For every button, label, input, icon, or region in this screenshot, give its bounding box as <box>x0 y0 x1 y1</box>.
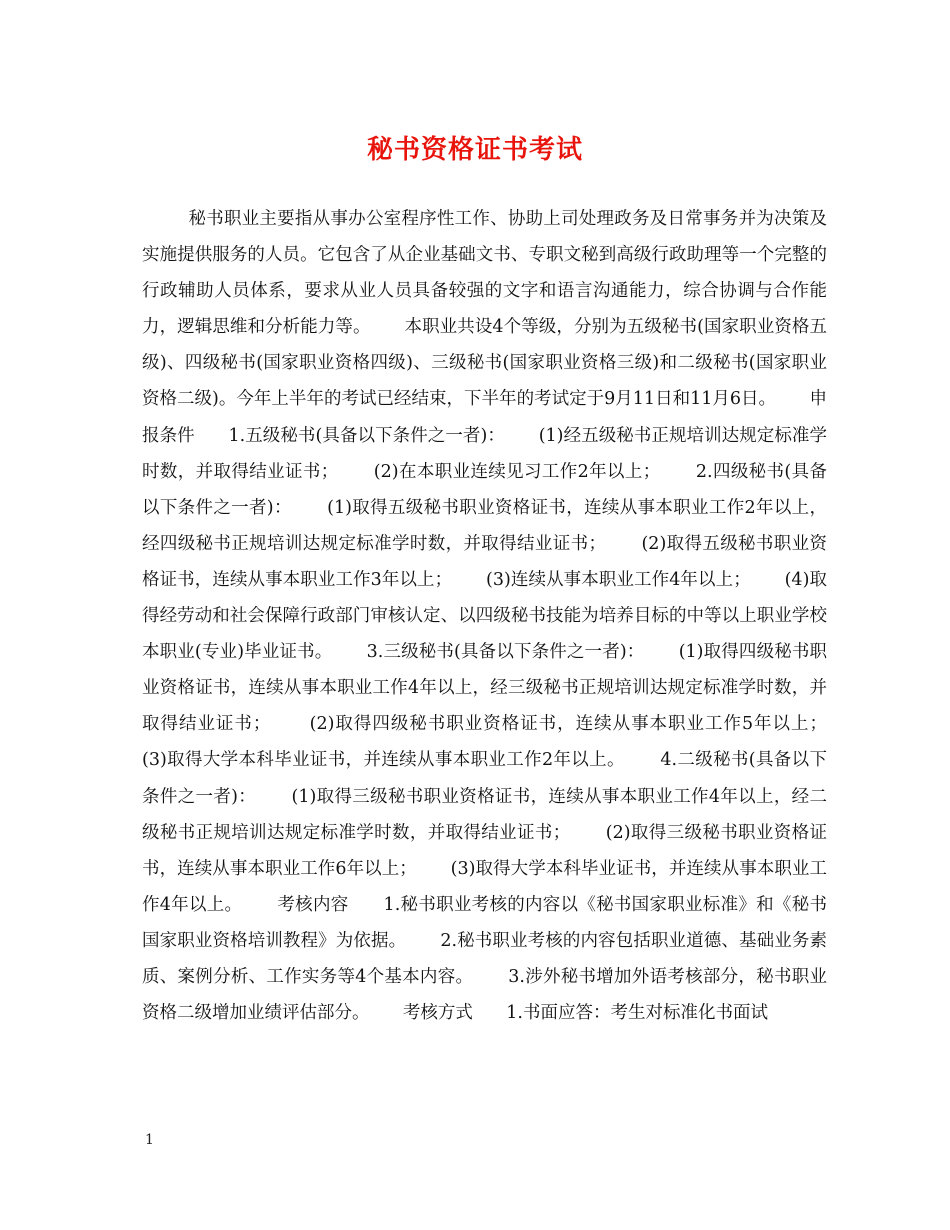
document-title: 秘书资格证书考试 <box>366 135 583 165</box>
document-body: 秘书职业主要指从事办公室程序性工作、协助上司处理政务及日常事务并为决策及实施提供服务的人员。它包含了从企业基础文书、专职文秘到高级行政助理等一个完整的行政辅助人员体系，要求从业人员具备较强的文字和语言沟通能力，综合协调与合作能力，逻辑思维和分析能力等。 本职业共设4个等级，分别为五级秘书(国家职业资格五级)、四级秘书(国家职业资格四级)、三级秘书(国家职业资格三级)和二级秘书(国家职业资格二级)。今年上半年的考试已经结束，下半年的考试定于9月11日和11月6日。 申报条件 1.五级秘书(具备以下条件之一者)： (1)经五级秘书正规培训达规定标准学时数，并取得结业证书； (2)在本职业连续见习工作2年以上； 2.四级秘书(具备以下条件之一者)： (1)取得五级秘书职业资格证书，连续从事本职业工作2年以上，经四级秘书正规培训达规定标准学时数，并取得结业证书； (2)取得五级秘书职业资格证书，连续从事本职业工作3年以上； (3)连续从事本职业工作4年以上； (4)取得经劳动和社会保障行政部门审核认定、以四级秘书技能为培养目标的中等以上职业学校本职业(专业)毕业证书。 3.三级秘书(具备以下条件之一者)： (1)取得四级秘书职业资格证书，连续从事本职业工作4年以上，经三级秘书正规培训达规定标准学时数，并取得结业证书； (2)取得四级秘书职业资格证书，连续从事本职业工作5年以上； (3)取得大学本科毕业证书，并连续从事本职业工作2年以上。 4.二级秘书(具备以下条件之一者)： (1)取得三级秘书职业资格证书，连续从事本职业工作4年以上，经二级秘书正规培训达规定标准学时数，并取得结业证书； (2)取得三级秘书职业资格证书，连续从事本职业工作6年以上； (3)取得大学本科毕业证书，并连续从事本职业工作4年以上。 考核内容 1.秘书职业考核的内容以《秘书国家职业标准》和《秘书国家职业资格培训教程》为依据。 2.秘书职业考核的内容包括职业道德、基础业务素质、案例分析、工作实务等4个基本内容。 3.涉外秘书增加外语考核部分，秘书职业资格二级增加业绩评估部分。 考核方式 1.书面应答：考生对标准化书面试 <box>142 209 861 1024</box>
page-number: 1 <box>145 1132 154 1148</box>
